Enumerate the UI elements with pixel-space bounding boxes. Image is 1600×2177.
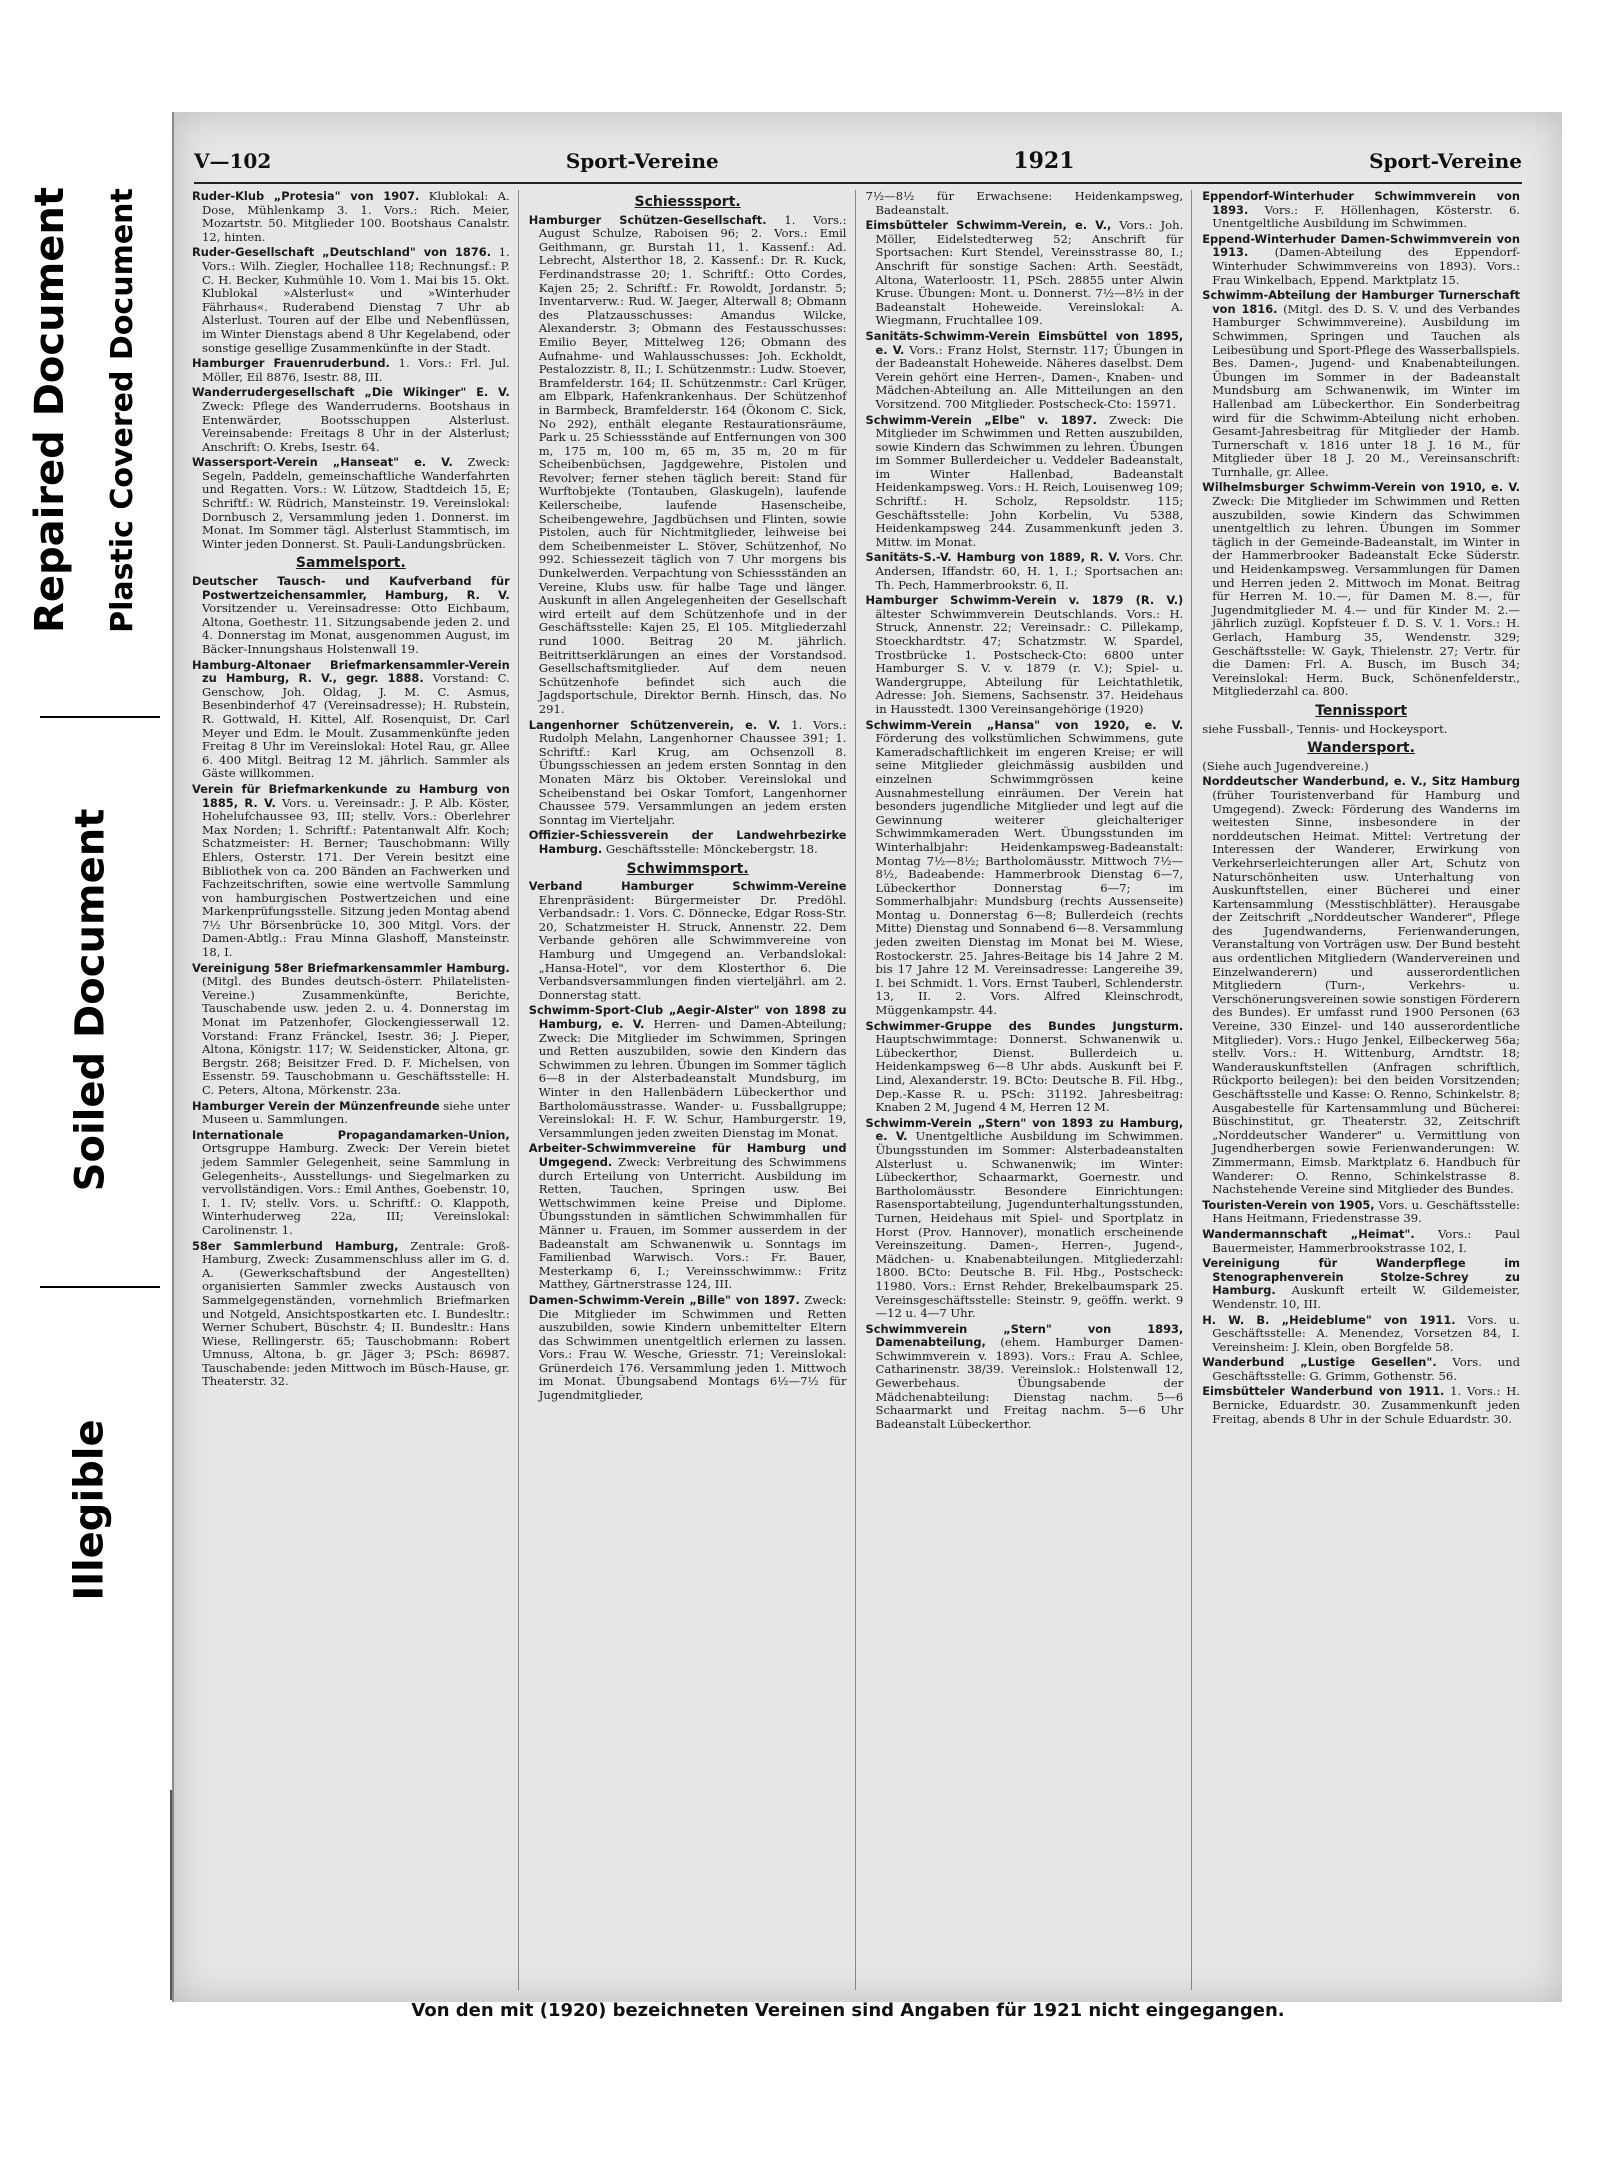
section-heading: Tennissport <box>1315 702 1408 719</box>
entry-text: 1. Vors.: Frl. Jul. Möller, Eil 8876, Isestr. 88, III. <box>202 356 510 384</box>
club-entry <box>192 386 510 454</box>
note-text <box>1202 760 1520 774</box>
header-right-title: Sport-Vereine <box>1369 149 1522 173</box>
club-entry <box>866 414 1184 550</box>
club-entry <box>866 1117 1184 1321</box>
entry-text: siehe Fussball-, Tennis- und Hockeysport. <box>1202 721 1448 736</box>
club-entry <box>192 1129 510 1238</box>
club-name: Schwimm-Abteilung der Hamburger Turnerschaft von 1816. <box>1202 288 1520 316</box>
entry-text: Vors. u. Vereinsadr.: J. P. Alb. Köster, Hohelufchaussee 93, III; stellv. Vors.: Oberlehrer Max Norden; 1. Schriftf.: Patentanwalt Alfr. Koch; Schatzmeister: H. Berner; Tauschobmann: Willy Ehlers, Osterstr. 171. Der Verein besitzt eine Bibliothek von ca. 200 Bänden an Fachwerken und Fachzeitschriften, sowie eine wertvolle Sammlung von hamburgischen Postwertzeichen und eine Markenprüfungsstelle. Sitzung jeden Montag abend 7½ Uhr Börsenbrücke 10, 300 Mitgl. Vors. der Damen-Abtlg.: Frau Minna Glashoff, Mansteinstr. 18, I. <box>202 795 510 960</box>
club-entry <box>529 829 847 856</box>
entry-text: (ehem. Hamburger Damen-Schwimmverein v. 1893). Vors.: Frau A. Schlee, Catharinenstr. 38/39. Vereinslok.: Holstenwall 12, Gewerbehaus. Übungsabende der Mädchenabteilung: Dienstag nachm. 5—6 Schaarmarkt und Freitag nachm. 5—6 Uhr Badeanstalt Lübeckerthor. <box>875 1335 1184 1431</box>
club-name: Internationale Propagandamarken-Union, <box>192 1127 510 1142</box>
club-name: Verein für Briefmarkenkunde zu Hamburg von 1885, R. V. <box>192 781 510 810</box>
club-entry <box>529 1004 847 1140</box>
entry-text: Zweck: Die Mitglieder im Schwimmen und Retten auszubilden, sowie Kindern das Schwimmen zu lehren. Übungen im Sommer Bullerdeicher u. Veddeler Badeanstalt, im Winter Hallenbad, Badeanstalt Heidenkampsweg. Vors.: H. Reich, Louisenweg 109; Schriftf.: H. Scholz, Repsoldstr. 115; Geschäftsstelle: John Korbelin, Vu 5388, Heidenkampsweg 244. Zusammenkunft jeden 3. Mittw. im Monat. <box>875 412 1184 549</box>
entry-text: Vors.: Joh. Möller, Eidelstedterweg 52; Anschrift für Sportsachen: Kurt Stendel, Vereinsstrasse 80, I.; Anschrift für sonstige Sachen: Arth. Seestädt, Altona, Waterloostr. 11, PSch. 28855 unter Alwin Kruse. Übungen: Mont. u. Donnerst. 7½—8½ in der Badeanstalt Hoheweide. Vereinslokal: A. Wiegmann, Fruchtallee 109. <box>875 218 1184 328</box>
club-entry <box>1202 233 1520 287</box>
tab-repaired-label: Repaired Document <box>27 187 73 633</box>
club-entry <box>529 1294 847 1403</box>
club-name: Hamburger Schützen-Gesellschaft. <box>528 212 767 227</box>
club-name: Touristen-Verein von 1905, <box>1202 1197 1375 1212</box>
entry-text: 1. Vors.: Rudolph Melahn, Langenhorner Chaussee 391; 1. Schriftf.: Karl Krug, am Ochsenzoll 8. Übungsschiessen an jedem ersten Sonntag in den Monaten März bis Oktober. Vereinslokal und Scheibenstand bei Oskar Tomfort, Langenhorner Chaussee 579. Versammlungen an jedem ersten Sonntag im Vierteljahr. <box>538 717 847 827</box>
club-name: Ruder-Gesellschaft „Deutschland" von 1876. <box>192 245 492 260</box>
club-entry <box>866 330 1184 412</box>
club-entry <box>192 962 510 1098</box>
entry-text: Zweck: Pflege des Wanderruderns. Bootshaus in Entenwärder, Bootsschuppen Alsterlust. Vereinsabende: Freitags 8 Uhr in der Alsterlust; Anschrift: O. Krebs, Isestr. 64. <box>202 398 510 454</box>
section-heading: Schwimmsport. <box>626 860 749 877</box>
club-name: Schwimm-Verein „Stern" von 1893 zu Hamburg, e. V. <box>865 1115 1184 1144</box>
club-name: Verband Hamburger Schwimm-Vereine <box>528 879 847 894</box>
entry-text: 7½—8½ für Erwachsene: Heidenkampsweg, Badeanstalt. <box>865 190 1184 217</box>
club-name: Vereinigung für Wanderpflege im Stenographenverein Stolze-Schrey zu Hamburg. <box>1202 1256 1520 1298</box>
club-name: Sanitäts-S.-V. Hamburg von 1889, R. V. <box>865 550 1121 565</box>
club-entry <box>192 456 510 551</box>
club-entry <box>192 357 510 384</box>
club-entry <box>529 719 847 828</box>
club-name: Eimsbütteler Wanderbund von 1911. <box>1202 1384 1445 1399</box>
club-entry <box>866 594 1184 716</box>
club-entry <box>192 575 510 657</box>
entry-text: Ehrenpräsident: Bürgermeister Dr. Predöhl. Verbandsadr.: 1. Vors. C. Dönnecke, Edgar Ross-Str. 20, Schatzmeister H. Struck, Annenstr. 22. Dem Verbande gehören alle Schwimmvereine von Hamburg und Umgegend an. Verbandslokal: „Hansa-Hotel", vor dem Klosterthor 6. Die Verbandsversammlungen finden vierteljährl. am 2. Donnerstag statt. <box>538 892 847 1002</box>
club-name: Deutscher Tausch- und Kaufverband für Postwertzeichensammler, Hamburg, R. V. <box>192 574 510 602</box>
entry-text: Förderung des volkstümlichen Schwimmens, gute Kameradschaftlichkeit im engeren Kreise; er will seine Mitglieder gleichmässig ausbilden und einzelnen Schwimmgrössen keine Ausnahmestellung einräumen. Der Verein hat besonders jugendliche Mitglieder und legt auf die Gewinnung weiterer gleichalteriger Schwimmkameraden Wert. Übungsstunden im Winterhalbjahr: Heidenkampsweg-Badeanstalt: Montag 7½—8½; Bartholomäusstr. Mittwoch 7½—8½, Badeabende: Hammerbrook Dienstag 6—7, Lübeckerthor Donnerstag 6—7; im Sommerhalbjahr: Mundsburg (rechts Aussenseite) Montag u. Donnerstag 6—8; Bullerdeich (rechts Mitte) Dienstag und Sonnabend 6—8. Versammlung jeden zweiten Dienstag im Monat bei M. Wiese, Rostockerstr. 25. Jahres-Beitage bis 14 Jahre 2 M. bis 17 Jahre 12 M. Vereinsadresse: Langereihe 39, I. bei Schmidt. 1. Vors. Ernst Tauberl, Schlenderstr. 13, II. 2. Vors. Alfred Kleinschrodt, Müggenkampstr. 44. <box>875 731 1184 1018</box>
column-4 <box>1202 190 1528 1990</box>
entry-text: Zweck: Verbreitung des Schwimmens durch Erteilung von Unterricht. Ausbildung im Retten, Tauchen, Springen usw. Bei Wettschwimmen keine Preise und Diplome. Übungsstunden in sämtlichen Schwimmhallen für Männer u. Frauen, im Sommer ausserdem in der Badeanstalt am Schwanenwik u. Sonntags im Familienbad Warwisch. Vors.: Fr. Bauer, Mesterkamp 6, I.; Vereinsschwimmw.: Fritz Matthey, Gärtnerstrasse 124, III. <box>538 1154 847 1292</box>
entry-text: Vors. Chr. Andersen, Iffandstr. 60, H. 1, I.; Sportsachen an: Th. Pech, Hammerbrookstr. 6, II. <box>875 550 1184 592</box>
club-name: Ruder-Klub „Protesia" von 1907. <box>192 190 420 203</box>
section-heading: Schiesssport. <box>634 194 741 210</box>
column-1 <box>192 190 519 1990</box>
tab-illegible[interactable] <box>60 1360 120 1660</box>
club-entry <box>1202 1199 1520 1226</box>
club-entry <box>1202 775 1520 1196</box>
tab-plastic-covered-document[interactable] <box>92 120 152 700</box>
club-name: Schwimmverein „Stern" von 1893, Damenabteilung, <box>865 1321 1184 1350</box>
club-entry <box>192 1100 510 1127</box>
club-entry <box>529 1142 847 1292</box>
entry-text: Hauptschwimmtage: Donnerst. Schwanenwik u. Lübeckerthor, Dienst. Bullerdeich u. Heidenkampsweg 6—8 Uhr abds. Auskunft bei F. Lind, Alexanderstr. 19. BCto: Deutsche B. Fil. Hbg., Dep.-Kasse R. u. PSch: 31192. Jahresbeitrag: Knaben 2 M, Jugend 4 M, Herren 12 M. <box>875 1032 1184 1115</box>
entry-text: Geschäftsstelle: Mönckebergstr. 18. <box>605 841 818 856</box>
entry-text: Zweck: Die Mitglieder im Schwimmen und Retten auszubilden, sowie Kindern unbemittelter Eltern das Schwimmen unentgeltlich erlernen zu lassen. Vors.: Frau W. Wesche, Griesstr. 71; Vereinslokal: Grünerdeich 176. Versammlung jeden 1. Mittwoch im Monat. Übungsabend Montags 6½—7½ für Jugendmitglieder, <box>538 1292 847 1403</box>
club-entry <box>866 1323 1184 1432</box>
entry-text: siehe unter Museen u. Sammlungen. <box>202 1098 510 1127</box>
club-name: Norddeutscher Wanderbund, e. V., Sitz Hamburg <box>1202 774 1520 789</box>
entry-text: ältester Schwimmverein Deutschlands. Vors.: H. Struck, Annenstr. 22; Vereinsadr.: C. Pillekamp, Stoeckhardtstr. 47; Schatzmstr. W. Spardel, Trostbrücke 1. Postscheck-Cto: 6800 unter Hamburger S. V. v. 1879 (r. V.); Spiel- u. Wandergruppe, Abteilung für Leichtathletik, Adresse: Joh. Siemens, Sachsenstr. 37. Heidehaus in Hausstedt. 1300 Vereinsangehörige (1920) <box>875 606 1184 716</box>
entry-text: Vorsitzender u. Vereinsadresse: Otto Eichbaum, Altona, Goethestr. 11. Sitzungsabende jeden 2. und 4. Donnerstag im Monat, ausgenommen August, im Bäcker-Innungshaus Holstenwall 19. <box>202 601 510 656</box>
header-left-title: Sport-Vereine <box>565 149 719 173</box>
club-entry <box>192 1240 510 1390</box>
club-entry <box>866 219 1184 328</box>
entry-text: Vors.: Paul Bauermeister, Hammerbrookstrasse 102, I. <box>1212 1226 1520 1255</box>
club-name: Eppend-Winterhuder Damen-Schwimmverein von 1913. <box>1202 231 1520 260</box>
entry-text: Vors. u. Geschäftsstelle: Hans Heitmann, Friedenstrasse 39. <box>1212 1197 1520 1226</box>
club-entry <box>529 214 847 717</box>
column-2 <box>529 190 856 1990</box>
club-name: Schwimm-Sport-Club „Aegir-Alster" von 1898 zu Hamburg, e. V. <box>528 1003 847 1032</box>
tab-illegible-label: Illegible <box>67 1419 113 1601</box>
entry-text: Vorstand: C. Genschow, Joh. Oldag, J. M. C. Asmus, Besenbinderhof 47 (Vereinsadresse); H. Rubstein, R. Gottwald, H. Kittel, Alf. Rosenquist, Dr. Carl Meyer und Edm. le Moult. Zusammenkünfte jeden Freitag 8 Uhr im Vereinslokal: Hotel Rau, gr. Allee 6. 400 Mitgl. Beitrag 12 M. jährlich. Sammler als Gäste willkommen. <box>202 671 510 781</box>
club-name: Sanitäts-Schwimm-Verein Eimsbüttel von 1895, e. V. <box>865 328 1184 357</box>
entry-text: Vors. und Geschäftsstelle: G. Grimm, Gothenstr. 56. <box>1212 1355 1520 1383</box>
club-name: Hamburger Schwimm-Verein v. 1879 (R. V.) <box>865 593 1184 608</box>
entry-text: Zweck: Segeln, Paddeln, gemeinschaftliche Wanderfahrten und Regatten. Vors.: W. Lützow, Stadtdeich 15, E; Schriftf.: W. Rüdrich, Mansteinstr. 19. Vereinslokal: Dornbusch 2, Versammlung jeden 1. Donnerst. im Monat. Im Sommer tägl. Alsterlust Stammtisch, im Winter jeden Donnerst. St. Pauli-Landungsbrücken. <box>202 455 510 551</box>
club-name: Eimsbütteler Schwimm-Verein, e. V., <box>865 218 1112 233</box>
club-name: Schwimm-Verein „Hansa" von 1920, e. V. <box>865 717 1184 732</box>
club-name: Schwimmer-Gruppe des Bundes Jungsturm. <box>865 1018 1184 1033</box>
note-text <box>866 190 1184 217</box>
tab-repaired-document[interactable] <box>20 120 80 700</box>
club-entry <box>866 719 1184 1018</box>
sidebar-divider <box>40 1286 160 1288</box>
club-name: Wilhelmsburger Schwimm-Verein von 1910, e. V. <box>1202 480 1520 495</box>
club-name: Hamburger Verein der Münzenfreunde <box>192 1098 440 1113</box>
club-entry <box>1202 1356 1520 1383</box>
club-entry <box>866 551 1184 592</box>
club-entry <box>1202 190 1520 231</box>
entry-text: (Damen-Abteilung des Eppendorf-Winterhuder Schwimmvereins von 1893). Vors.: Frau Winkelbach, Eppend. Marktplatz 15. <box>1212 245 1520 287</box>
club-entry <box>192 659 510 781</box>
club-name: Offizier-Schiessverein der Landwehrbezirke Hamburg. <box>528 828 847 856</box>
club-name: Eppendorf-Winterhuder Schwimmverein von 1893. <box>1202 190 1520 217</box>
section-heading: Sammelsport. <box>295 555 406 572</box>
club-entry <box>192 190 510 244</box>
entry-text: 1. Vors.: H. Bernicke, Eduardstr. 30. Zusammenkunft jeden Freitag, abends 8 Uhr in der Schule Eduardstr. 30. <box>1212 1384 1520 1426</box>
club-name: Damen-Schwimm-Verein „Bille" von 1897. <box>528 1292 800 1307</box>
club-name: H. W. B. „Heideblume" von 1911. <box>1202 1312 1456 1327</box>
club-name: Wassersport-Verein „Hanseat" e. V. <box>192 455 453 470</box>
entry-text: Zweck: Die Mitglieder im Schwimmen und Retten auszubilden, sowie Kindern das Schwimmen unentgeltlich zu lehren. Übungen im Sommer täglich in der Gemeinde-Badeanstalt, im Winter in der Hammerbrooker Badeanstalt Ecke Süderstr. und Heidenkampsweg. Versammlungen für Damen und Herren jeden 2. Mittwoch im Monat. Beitrag für Herren M. 10.—, für Damen M. 8.—, für Jugendmitglieder M. 4.— und für Kinder M. 2.— jährlich zuzügl. Kopfsteuer f. D. S. V. 1. Vors.: H. Gerlach, Hamburg 35, Wendenstr. 329; Geschäftsstelle: W. Gayk, Thielenstr. 27; Vertr. für die Damen: Frl. A. Busch, im Busch 34; Vereinslokal: Herm. Buck, Schönenfelderstr., Mitgliederzahl ca. 800. <box>1212 494 1520 699</box>
section-heading: Wandersport. <box>1307 740 1415 757</box>
entry-text: (Siehe auch Jugendvereine.) <box>1202 758 1369 773</box>
club-name: Wanderrudergesellschaft „Die Wikinger" E. V. <box>192 385 510 400</box>
club-entry <box>1202 1228 1520 1255</box>
entry-text: Vors. u. Geschäftsstelle: A. Menendez, Vorsetzen 84, I. Vereinsheim: J. Klein, oben Borgfelde 58. <box>1212 1312 1520 1354</box>
club-name: Schwimm-Verein „Elbe" v. 1897. <box>865 412 1097 427</box>
club-name: Wanderbund „Lustige Gesellen". <box>1202 1355 1437 1370</box>
entry-text: Herren- und Damen-Abteilung; Zweck: Die Mitglieder im Schwimmen, Springen und Retten auszubilden, sowie den Kindern das Schwimmen zu lehren. Übungen im Sommer täglich 6—8 in der Alsterbadeanstalt Mundsburg, im Winter in den Hallenbädern Lübeckerthor und Bartholomäusstrasse. Wander- u. Fussballgruppe; Vereinslokal: H. F. W. Schur, Hamburgerstr. 19, Versammlungen jeden zweiten Dienstag im Monat. <box>538 1017 847 1140</box>
entry-text: (früher Touristenverband für Hamburg und Umgegend). Zweck: Förderung des Wanderns im weitesten Sinne, insbesondere in der norddeutschen Heimat. Mittel: Vertretung der Interessen der Wanderer, Erwirkung von Verkehrserleichterungen aller Art, Schutz von Naturschönheiten usw. Unterhaltung von Auskunftstellen, einer Bücherei und einer Kartensammlung (Messtischblätter). Herausgabe der Zeitschrift „Norddeutscher Wanderer", Pflege des Jugendwanderns, Ferienwanderungen, Veranstaltung von Vorträgen usw. Der Bund besteht aus ordentlichen Mitgliedern (Wandervereinen und Einzelwanderern) und ausserordentlichen Mitgliedern (Turn-, Verkehrs- u. Verschönerungsvereinen sowie sonstigen Förderern des Bundes). Er umfasst rund 1900 Personen (63 Vereine, 330 Einzel- und 140 ausserordentliche Mitglieder). Vors.: Hugo Jenkel, Eilbeckerweg 56a; stellv. Vors.: H. Wittenburg, Arndtstr. 18; Wanderauskunftstellen (Anfragen schriftlich, Rückporto beilegen): bei den beiden Vorsitzenden; Geschäftsstelle und Kasse: O. Renno, Schinkelstr. 8; Ausgabestelle für Kartensammlung und Bücherei: Büschinstitut, gr. Theaterstr. 32, Zeitschrift „Norddeutscher Wanderer" u. Vermittlung von Jugendherbergen sowie Ferienwanderungen: W. Zimmermann, Eimsb. Marktplatz 6. Handbuch für Wanderer: O. Renno, Schinkelstrasse 8. Nachstehende Vereine sind Mitglieder des Bundes. <box>1212 787 1520 1197</box>
entry-text: (Mitgl. des D. S. V. und des Verbandes Hamburger Schwimmvereine). Ausbildung im Schwimmen, Springen und Tauchen als Leibesübung und Sport-Pflege des Wasserballspiels. Bes. Damen-, Jugend- und Knabenabteilungen. Übungen im Sommer in der Badeanstalt Mundsburg am Schwanenwik, im Winter im Hallenbad am Lübeckerthor. Ein Sonderbeitrag wird für die Schwimm-Abteilung nicht erhoben. Gesamt-Jahresbeitrag für Mitglieder der Hamb. Turnerschaft v. 1816 unter 18 J. 16 M., für Mitglieder über 18 J. 20 M., Vereinsanschrift: Turnhalle, gr. Allee. <box>1212 301 1521 479</box>
club-entry <box>192 783 510 960</box>
club-name: Langenhorner Schützenverein, e. V. <box>528 717 781 732</box>
entry-text: Vors.: Franz Holst, Sternstr. 117; Übungen in der Badeanstalt Hoheweide. Näheres daselbst. Dem Verein gehört eine Herren-, Damen-, Knaben- und Mädchen-Abteilung an. Alle Mitteilungen an den Vorsitzend. 700 Mitglieder. Postscheck-Cto: 15971. <box>875 342 1184 411</box>
scanned-page <box>172 112 1562 2021</box>
page-header <box>194 148 1522 184</box>
club-name: Vereinigung 58er Briefmarkensammler Hamburg. <box>192 960 510 975</box>
header-year: 1921 <box>1013 148 1075 174</box>
document-condition-sidebar <box>0 0 170 2177</box>
club-entry <box>1202 1385 1520 1426</box>
entry-text: Ortsgruppe Hamburg. Zweck: Der Verein bietet jedem Sammler Gelegenheit, seine Sammlung in Gelegenheits-, Ausstellungs- und Siegelmarken zu vervollständigen. Vors.: Emil Anthes, Goebenstr. 10, I. 1. IV; stellv. Vors. u. Schriftf.: O. Klappoth, Winterhuderweg 22a, III; Vereinslokal: Carolinenstr. 1. <box>202 1141 510 1237</box>
club-name: Arbeiter-Schwimmvereine für Hamburg und Umgegend. <box>528 1141 847 1169</box>
tab-plastic-covered-label: Plastic Covered Document <box>104 187 140 633</box>
club-entry <box>866 1020 1184 1115</box>
entry-text: 1. Vors.: August Schulze, Raboisen 96; 2. Vors.: Emil Geithmann, gr. Burstah 11, 1. Kassenf.: Ad. Lebrecht, Alsterthor 18, 2. Kassenf.: Dr. R. Kuck, Ferdinandstrasse 20; 1. Schriftf.: Otto Cordes, Kajen 25; 2. Schriftf.: Fr. Rowoldt, Jordanstr. 5; Inventarverw.: Rud. W. Jaeger, Alterwall 8; Obmann des Platzausschusses: Amandus Wilcke, Alexanderstr. 3; Obmann des Festausschusses: Emilio Beyer, Mittelweg 126; Obmann des Aufnahme- und Wahlausschusses: Joh. Eckholdt, Pestalozzistr. 8, II.; I. Schützenmstr.: Ludw. Stoever, Bramfelderstr. 164; II. Schützenmstr.: Carl Krüger, am Elbpark, Hafenkrankenhaus. Der Schützenhof in Barmbeck, Bramfelderstr. 164 (Ökonom C. Sick, No 292), enthält elegante Restaurationsräume, Park u. 25 Schiessstände auf Entfernungen von 300 m, 175 m, 100 m, 65 m, 35 m, 20 m für Scheibenbüchsen, Jagdgewehre, Pistolen und Revolver; ferner stehen täglich bereit: Stand für Wurftobjekte (Tontauben, Glaskugeln), laufende Keilerscheibe, laufende Hasenscheibe, Scheibengewehre, Jagdbüchsen und Flinten, sowie Pistolen, auch für Nichtmitglieder, leihweise bei dem Scheibenmeister L. Stöver, Schützenhof, No 992. Schiessezeit täglich von 7 Uhr morgens bis Dunkelwerden. Verpachtung von Schiessständen an Vereine, Klubs usw. für halbe Tage und länger. Auskunft in allen Angelegenheiten der Gesellschaft wird erteilt auf dem Schützenhofe und in der Geschäftsstelle: Kajen 25, El 105. Mitgliederzahl rund 1000. Beitrag 20 M. jährlich. Beitrittserklärungen an eines der Vorstandsod. Gesellschaftsmitglieder. Auf dem neuen Schützenhofe befindet sich auch die Jagdsportschule, Direktor Bernh. Hinsch, das. No 291. <box>538 212 847 716</box>
note-text <box>1202 723 1520 737</box>
club-name: Hamburg-Altonaer Briefmarkensammler-Verein zu Hamburg, R. V., gegr. 1888. <box>192 657 510 686</box>
entry-text: 1. Vors.: Wilh. Ziegler, Hochallee 118; Rechnungsf.: P. C. H. Becker, Kuhmühle 10. Vom 1. Mai bis 15. Okt. Klublokal »Alsterlust« und »Winterhuder Fährhaus«. Ruderabend Dienstag 7 Uhr ab Alsterlust. Touren auf der Elbe und Nebenflüssen, im Winter Dienstags abend 8 Uhr Kegelabend, oder sonstige gesellige Zusammenkünfte in der Stadt. <box>202 245 510 355</box>
club-name: Wandermannschaft „Heimat". <box>1202 1226 1415 1241</box>
sidebar-divider <box>40 716 160 718</box>
page-footer-note: Von den mit (1920) bezeichneten Vereinen sind Angaben für 1921 nicht eingegangen. <box>411 2000 1285 2021</box>
club-name: 58er Sammlerbund Hamburg, <box>192 1238 399 1253</box>
tab-soiled-label: Soiled Document <box>67 808 113 1192</box>
club-entry <box>529 880 847 1002</box>
entry-text: Auskunft erteilt W. Gildemeister, Wendenstr. 10, III. <box>1212 1283 1521 1311</box>
club-entry <box>192 246 510 355</box>
entry-text: Zentrale: Groß-Hamburg, Zweck: Zusammenschluss aller im G. d. A. (Gewerkschaftsbund der Angestellten) organisierten Sammler zwecks Austausch von Sammelgegenständen, vornehmlich Briefmarken und Notgeld, Ansichtspostkarten etc. I. Bundesltr.: Werner Schubert, Büschstr. 4; II. Bundesltr.: Hans Wiese, Rellingerstr. 65; Tauschobmann: Robert Umnuss, Altona, b. gr. Jäger 3; PSch: 86987. Tauschabende: jeden Mittwoch im Büsch-Hause, gr. Theaterstr. 32. <box>202 1238 510 1389</box>
club-entry <box>1202 1314 1520 1355</box>
club-entry <box>1202 1257 1520 1311</box>
text-columns <box>192 190 1528 1990</box>
page-number: V—102 <box>194 149 272 173</box>
entry-text: Unentgeltliche Ausbildung im Schwimmen. Übungsstunden im Sommer: Alsterbadeanstalten Alsterlust u. Schwanenwik; im Winter: Lübeckerthor, Schaarmarkt, Goernestr. und Bartholomäusstr. Besondere Einrichtungen: Rasensportabteilung, Jugendunterhaltungsstunden, Turnen, Heidehaus mit Spiel- und Sportplatz in Horst (Prov. Hannover), monatlich erscheinende Vereinszeitung. Damen-, Herren-, Jugend-, Mädchen- u. Knabenabteilungen. Mitgliederzahl: 1800. BCto: Deutsche B. Fil. Hbg., Postscheck: 11980. Vors.: Ernst Rehder, Brekelbaumspark 25. Vereinsgeschäftsstelle: Steinstr. 9, geöffn. werkt. 9—12 u. 4—7 Uhr. <box>875 1129 1184 1321</box>
club-entry <box>1202 289 1520 479</box>
column-3 <box>866 190 1193 1990</box>
entry-text: (Mitgl. des Bundes deutsch-österr. Philatelisten-Vereine.) Zusammenkünfte, Berichte, Tauschabende usw. jeden 2. u. 4. Donnerstag im Monat im Patzenhofer, Glockengiesserwall 12. Vorstand: Franz Fränckel, Isestr. 36; J. Pieper, Altona, Königstr. 117; W. Seidensticker, Altona, gr. Bergstr. 268; Beisitzer Fred. D. F. Michelsen, von Essenstr. 59. Tauschobmann u. Geschäftsstelle: H. C. Peters, Altona, Mörkenstr. 23a. <box>202 974 510 1097</box>
entry-text: Klublokal: A. Dose, Mühlenkamp 3. 1. Vors.: Rich. Meier, Mozartstr. 50. Mitglieder 100. Bootshaus Canalstr. 12, hinten. <box>202 190 510 244</box>
tab-soiled-document[interactable] <box>60 730 120 1270</box>
club-entry <box>1202 481 1520 699</box>
club-name: Hamburger Frauenruderbund. <box>192 356 390 371</box>
entry-text: Vors.: F. Höllenhagen, Kösterstr. 6. Unentgeltliche Ausbildung im Schwimmen. <box>1212 202 1521 231</box>
